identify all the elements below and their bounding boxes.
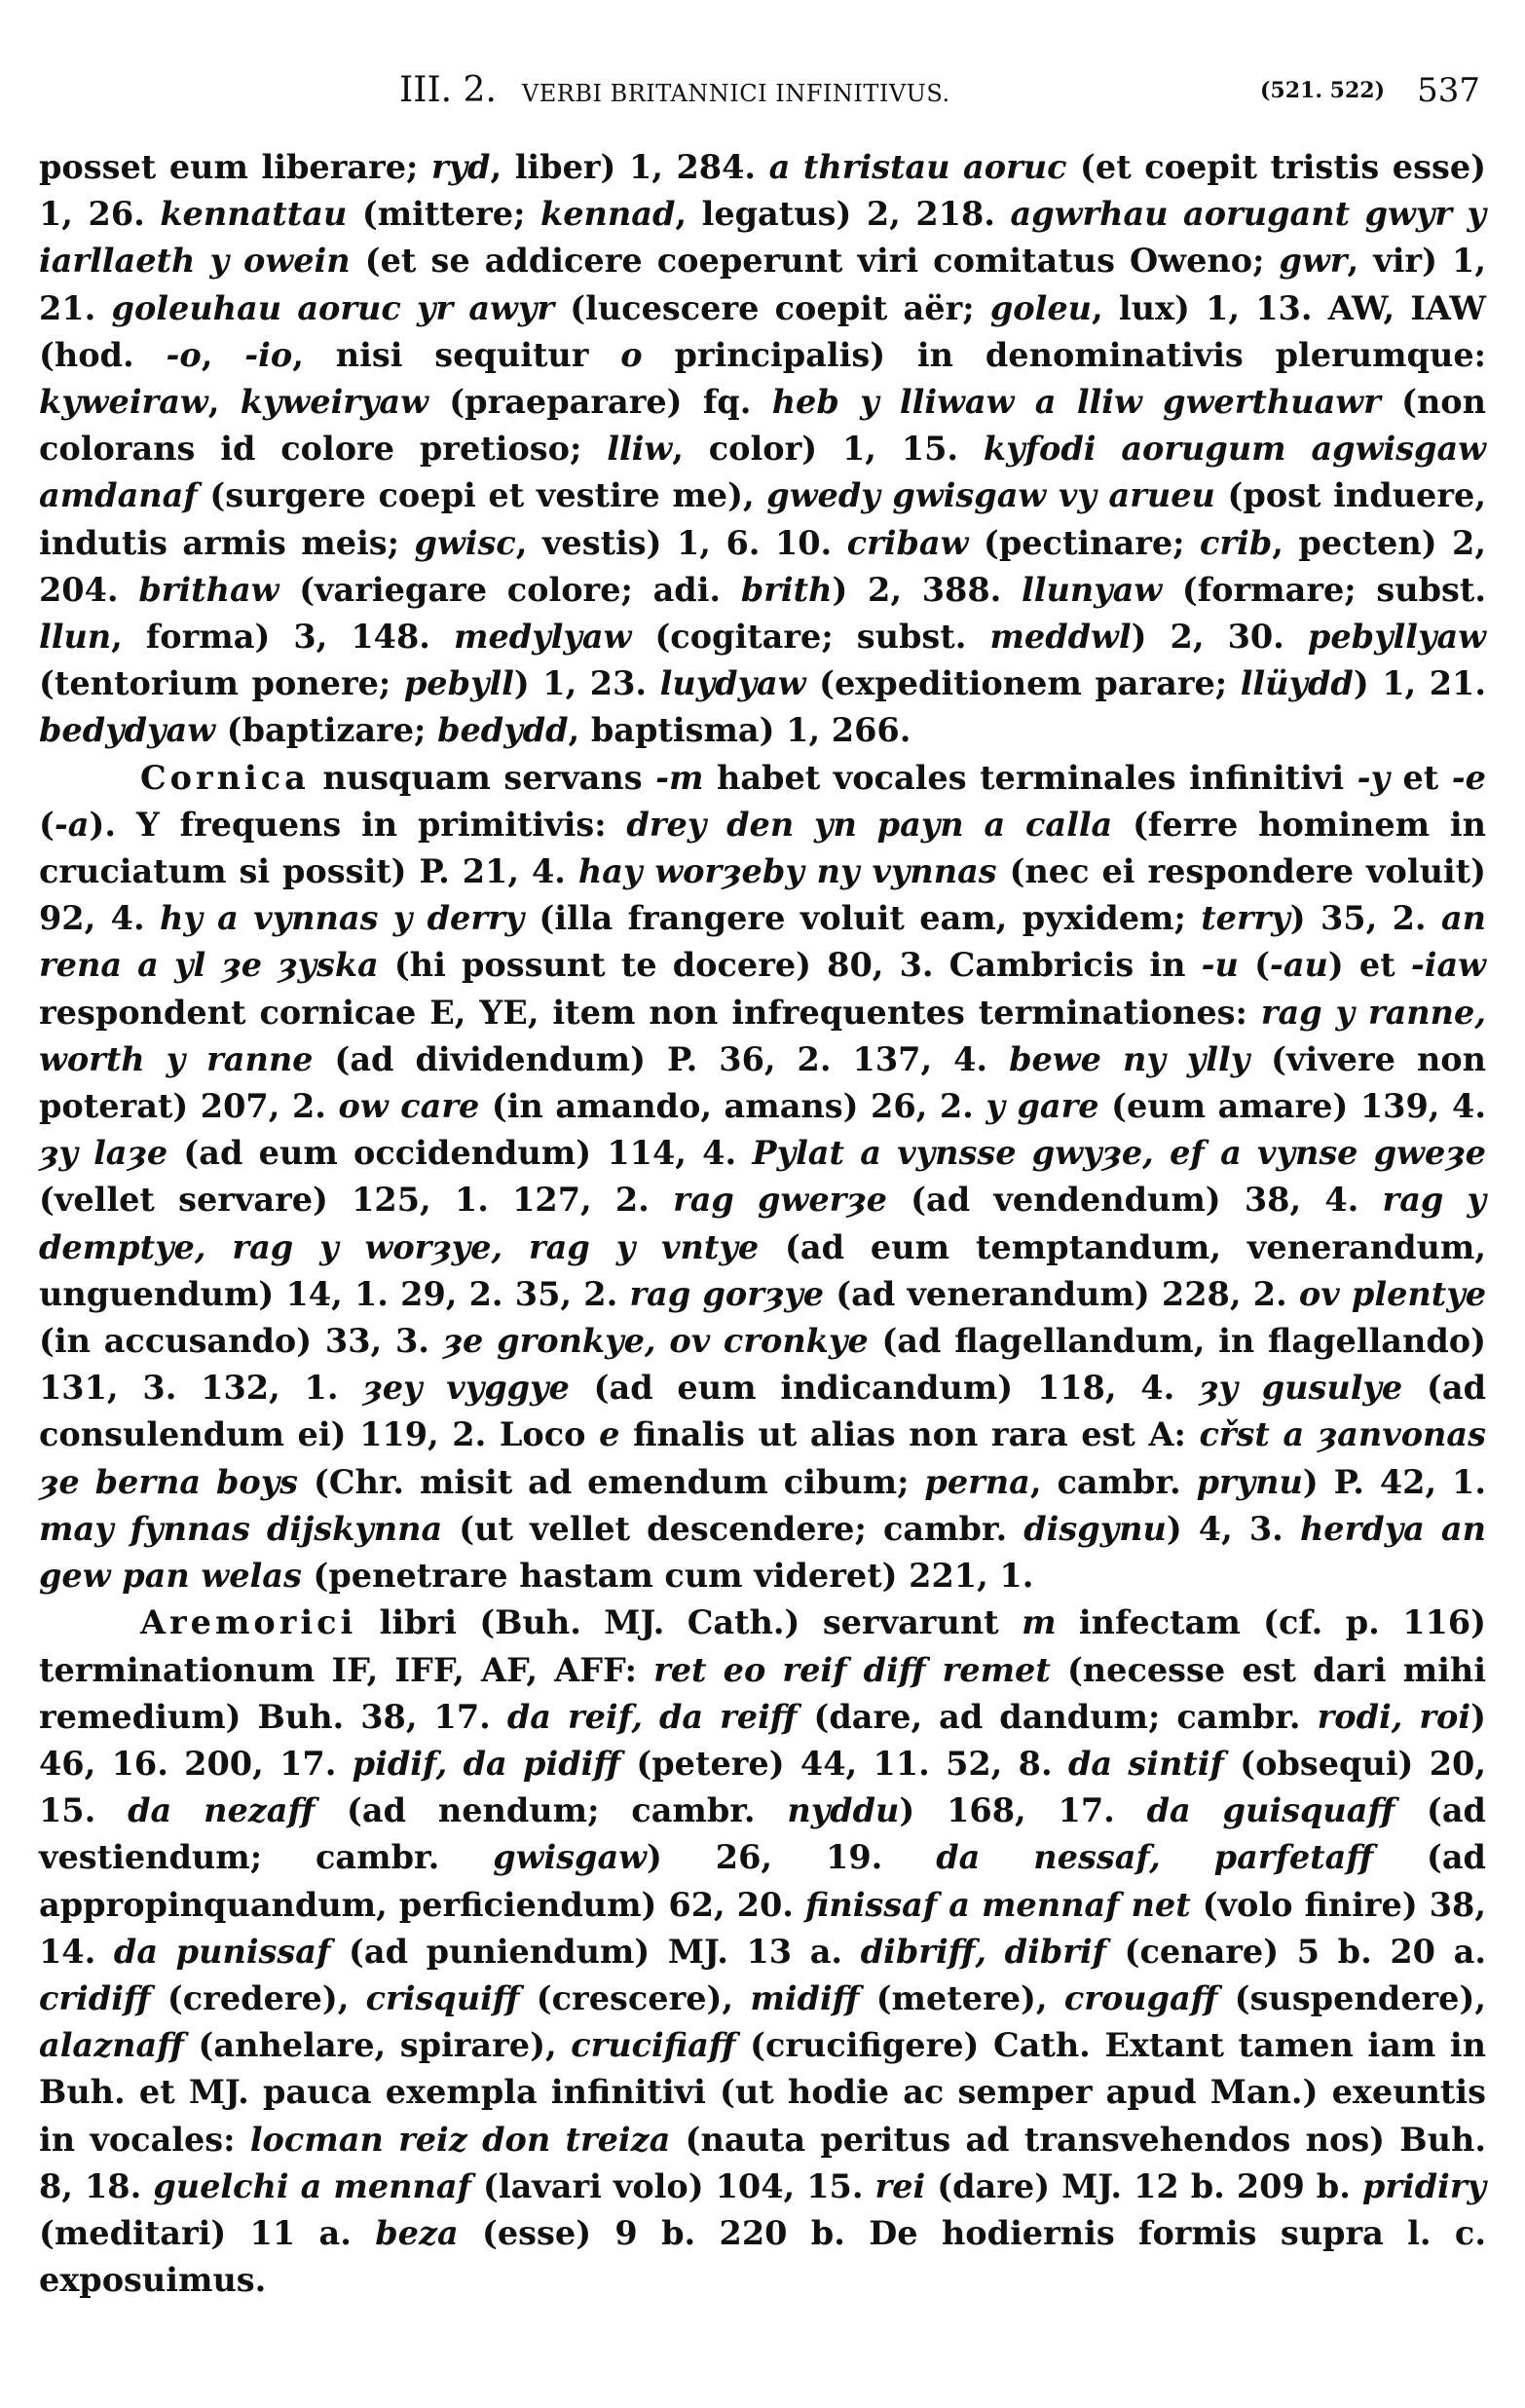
italic-term: pidif, da pidiff (352, 1744, 621, 1783)
text-run: finalis ut alias non rara est A: (619, 1415, 1200, 1454)
text-run: (ad eum occidendum) 114, 4. (167, 1134, 753, 1173)
text-run: (nec ei respondere voluit) 92, 4. (39, 852, 1486, 938)
italic-term: lliw (607, 430, 673, 469)
text-run: (esse) 9 b. 220 b. De hodiernis formis supra l. c. exposuimus. (39, 2213, 1486, 2300)
text-run: nusquam servans (309, 758, 656, 797)
text-run: libri (Buh. MJ. Cath.) servarunt (356, 1603, 1023, 1642)
text-run: , baptisma) 1, 266. (568, 711, 911, 750)
italic-term: nyddu (787, 1791, 900, 1830)
text-run: (ad vestiendum; cambr. (39, 1791, 1486, 1877)
italic-term: midiff (750, 1978, 860, 2017)
text-run: (lavari volo) 104, 15. (470, 2166, 875, 2205)
text-run: (nauta peritus ad transvehendos nos) Buh. 8, 18. (39, 2120, 1486, 2205)
text-run: ( (1238, 946, 1270, 985)
italic-term: e (599, 1415, 620, 1454)
italic-term: disgynu (1023, 1509, 1167, 1548)
italic-term: y gare (986, 1087, 1099, 1126)
text-run: respondent cornicae E, YE, item non infrequentes terminationes: (39, 993, 1261, 1032)
italic-term: rag y demptye, rag y worȝye, rag y vntye (39, 1181, 1487, 1266)
text-run: ) 2, 388. (832, 570, 1023, 609)
italic-term: ryd (430, 148, 491, 186)
italic-term: Pylat a vynsse gwyȝe, ef a vynse gweȝe (752, 1134, 1486, 1173)
italic-term: llüydd (1240, 664, 1354, 703)
text-run: ( (39, 805, 55, 844)
italic-term: da nezaff (128, 1791, 316, 1830)
text-run: (tentorium ponere; (39, 664, 404, 703)
text-run: (et se addicere coeperunt viri comitatus Oweno; (350, 242, 1280, 281)
text-run: (ad venerandum) 228, 2. (824, 1274, 1299, 1313)
italic-term: -iaw (1410, 946, 1486, 985)
italic-term: medylyaw (454, 618, 632, 657)
italic-term: da guisquaff (1146, 1791, 1395, 1830)
italic-term: rag gwerȝe (673, 1181, 887, 1220)
italic-term: ret eo reif diff remet (653, 1650, 1051, 1689)
text-run: posset eum liberare; (39, 148, 431, 186)
italic-term: gwedy gwisgaw vy arueu (766, 476, 1215, 515)
italic-term: kyweiryaw (240, 383, 428, 422)
text-run: (anhelare, spirare), (183, 2026, 572, 2065)
italic-term: terry (1201, 899, 1290, 938)
italic-term: dibriff, dibrif (860, 1932, 1107, 1971)
italic-term: agwrhau aorugant gwyr y iarllaeth y owein (39, 195, 1486, 281)
section-numbers: (521. 522) (1260, 78, 1385, 103)
text-run: ) 1, 21. (1353, 664, 1486, 703)
italic-term: da sintif (1067, 1744, 1224, 1783)
italic-term: gwisc (414, 523, 516, 562)
italic-term: herdya an gew pan welas (39, 1509, 1486, 1596)
italic-term: finissaf a mennaf net (804, 1885, 1191, 1924)
italic-term: prynu (1196, 1462, 1303, 1501)
text-run: (expeditionem parare; (805, 664, 1241, 703)
text-run: habet vocales terminales infinitivi (703, 758, 1358, 797)
text-run: (ad vendendum) 38, 4. (886, 1181, 1383, 1220)
text-run: ) 4, 3. (1166, 1509, 1300, 1548)
italic-term: bedydyaw (39, 711, 216, 750)
text-run: ). Y frequens in primitivis: (89, 805, 627, 844)
text-run: (obsequi) 20, 15. (39, 1744, 1486, 1830)
text-run: (ad eum temptandum, venerandum, unguendum) 14, 1. 29, 2. 35, 2. (39, 1227, 1486, 1313)
italic-term: luydyaw (659, 664, 806, 703)
text-run: (suspendere), (1217, 1978, 1486, 2017)
italic-term: llun (39, 618, 112, 657)
text-run: (Chr. misit ad emendum cibum; (298, 1462, 925, 1501)
italic-term: drey den yn payn a calla (626, 805, 1113, 844)
text-run: , (207, 383, 241, 422)
text-run: (in amando, amans) 26, 2. (479, 1087, 986, 1126)
text-run: (petere) 44, 11. 52, 8. (620, 1744, 1068, 1783)
paragraph-breton (39, 1599, 1486, 2304)
italic-term: hay worȝeby ny vynnas (577, 852, 997, 891)
text-run: , legatus) 2, 218. (675, 195, 1011, 234)
italic-term: brithaw (138, 570, 279, 609)
text-run: (variegare colore; adi. (279, 570, 741, 609)
italic-term: ow care (338, 1087, 480, 1126)
text-run: , color) 1, 15. (672, 430, 984, 469)
italic-term: heb y lliwaw a lliw gwerthuawr (771, 383, 1381, 422)
italic-term: da reif, da reiff (506, 1697, 798, 1736)
text-run: (ferre hominem in cruciatum si possit) P. 21, 4. (39, 805, 1486, 891)
text-run: (ad puniendum) MJ. 13 a. (330, 1932, 861, 1971)
text-run: ) P. 42, 1. (1302, 1462, 1487, 1501)
text-run: (penetrare hastam cum videret) 221, 1. (301, 1557, 1034, 1596)
text-run: , nisi sequitur (292, 335, 621, 374)
italic-term: ȝy laȝe (39, 1134, 168, 1173)
text-run: (illa frangere voluit eam, pyxidem; (524, 899, 1202, 938)
paragraph-cornish (39, 755, 1486, 1600)
italic-term: beza (375, 2213, 459, 2252)
text-run: (post induere, indutis armis meis; (39, 476, 1486, 562)
header-title-group (399, 66, 950, 118)
text-run: (surgere coepi et vestire me), (197, 476, 767, 515)
italic-term: ȝey vyggye (362, 1369, 570, 1408)
italic-term: da punissaf (113, 1932, 331, 1971)
text-run: (volo finire) 38, 14. (39, 1885, 1486, 1971)
italic-term: pebyllyaw (1307, 618, 1486, 657)
text-run: (baptizare; (215, 711, 438, 750)
italic-term: pridiry (1361, 2166, 1486, 2205)
text-run: (non colorans id colore pretioso; (39, 383, 1486, 469)
text-run: , vestis) 1, 6. 10. (515, 523, 847, 562)
text-run: (ad appropinquandum, perficiendum) 62, 20. (39, 1838, 1486, 1924)
text-run: (dare) MJ. 12 b. 209 b. (925, 2166, 1362, 2205)
text-run: infectam (cf. p. 116) terminationum IF, IFF, AF, AFF: (39, 1603, 1486, 1689)
text-run: (ad dividendum) P. 36, 2. 137, 4. (313, 1039, 1010, 1078)
italic-term: meddwl (989, 618, 1132, 657)
text-run: (cenare) 5 b. 20 a. (1106, 1932, 1486, 1971)
text-run: (credere), (150, 1978, 366, 2017)
text-run: (metere), (859, 1978, 1064, 2017)
italic-term: brith (740, 570, 833, 609)
text-run: , (201, 335, 245, 374)
paragraph-welsh (39, 144, 1486, 755)
text-run: (vellet servare) 125, 1. 127, 2. (39, 1181, 674, 1220)
text-run: ) 35, 2. (1289, 899, 1441, 938)
running-header (39, 66, 1486, 115)
italic-term: a thristau aoruc (768, 148, 1067, 186)
chapter-number: III. 2. (399, 70, 497, 110)
italic-term: crougaff (1063, 1978, 1218, 2017)
italic-term: rag gorȝye (629, 1274, 825, 1313)
italic-term: ȝy gusulye (1199, 1369, 1403, 1408)
text-run: (ut vellet descendere; cambr. (442, 1509, 1024, 1548)
italic-term: kennad (540, 195, 676, 234)
italic-term: goleuhau aoruc yr awyr (111, 288, 555, 327)
italic-term: -u (1201, 946, 1239, 985)
text-run: (in accusando) 33, 3. (39, 1322, 443, 1361)
text-run: , liber) 1, 284. (490, 148, 769, 186)
text-run: (et coepit tristis esse) 1, 26. (39, 148, 1486, 234)
body-text (39, 144, 1486, 2304)
italic-term: ȝe gronkye, ov cronkye (442, 1322, 869, 1361)
italic-term: -o (166, 335, 202, 374)
text-run: principalis) in denominativis plerumque: (642, 335, 1487, 374)
italic-term: m (1022, 1603, 1057, 1642)
spaced-heading-word: Aremorici (140, 1603, 357, 1642)
italic-term: cribaw (846, 523, 969, 562)
italic-term: -a (54, 805, 90, 844)
text-run: (ad nendum; cambr. (315, 1791, 788, 1830)
italic-term: llunyaw (1022, 570, 1163, 609)
italic-term: -io (244, 335, 293, 374)
text-run: ) 26, 19. (647, 1838, 937, 1877)
italic-term: may fynnas dijskynna (39, 1509, 443, 1548)
text-run: ) 168, 17. (899, 1791, 1147, 1830)
text-run: (praeparare) fq. (428, 383, 772, 422)
running-title: VERBI BRITANNICI INFINITIVUS. (521, 80, 950, 107)
text-run: , cambr. (1029, 1462, 1197, 1501)
italic-term: -au (1269, 946, 1328, 985)
italic-term: rag y ranne, worth y ranne (39, 993, 1486, 1078)
text-run: , pecten) 2, 204. (39, 523, 1487, 609)
text-run: ) 46, 16. 200, 17. (39, 1697, 1486, 1783)
italic-term: cridiff (39, 1978, 151, 2017)
italic-term: cřst a ȝanvonas ȝe berna boys (39, 1415, 1486, 1501)
text-run: (ad flagellandum, in flagellando) 131, 3. 132, 1. (39, 1322, 1486, 1408)
text-run: ) 2, 30. (1131, 618, 1308, 657)
italic-term: -m (655, 758, 704, 797)
text-run: , vir) 1, 21. (39, 242, 1486, 327)
text-run: ) 1, 23. (513, 664, 660, 703)
italic-term: bedydd (437, 711, 569, 750)
italic-term: guelchi a mennaf (153, 2166, 471, 2205)
italic-term: rodi, roi (1317, 1697, 1471, 1736)
italic-term: o (620, 335, 643, 374)
text-run: et (1389, 758, 1452, 797)
italic-term: rei (874, 2166, 926, 2205)
text-run: (mittere; (347, 195, 541, 234)
spaced-heading-word: Cornica (140, 758, 310, 797)
text-run: (vivere non poterat) 207, 2. (39, 1039, 1487, 1126)
italic-term: alaznaff (39, 2026, 184, 2065)
italic-term: kyfodi aorugum agwisgaw amdanaf (39, 430, 1486, 515)
italic-term: bewe ny ylly (1009, 1039, 1250, 1078)
page-number: 537 (1417, 71, 1480, 110)
text-run: (crescere), (519, 1978, 751, 2017)
italic-term: kyweiraw (39, 383, 208, 422)
italic-term: ov plentye (1298, 1274, 1487, 1313)
italic-term: gwr (1279, 242, 1348, 281)
italic-term: perna (924, 1462, 1030, 1501)
text-run: (ad consulendum ei) 119, 2. Loco (39, 1369, 1487, 1454)
italic-term: gwisgaw (493, 1838, 648, 1877)
text-run: (necesse est dari mihi remedium) Buh. 38, 17. (39, 1650, 1486, 1736)
italic-term: pebyll (403, 664, 514, 703)
italic-term: -e (1451, 758, 1486, 797)
text-run: (ad eum indicandum) 118, 4. (569, 1369, 1200, 1408)
italic-term: goleu (989, 288, 1092, 327)
text-run: (eum amare) 139, 4. (1098, 1087, 1486, 1126)
italic-term: -y (1357, 758, 1390, 797)
italic-term: an rena a yl ȝe ȝyska (39, 899, 1487, 985)
text-run: , forma) 3, 148. (111, 618, 455, 657)
text-run: ) et (1327, 946, 1411, 985)
italic-term: da nessaf, parfetaff (936, 1838, 1374, 1877)
italic-term: kennattau (160, 195, 348, 234)
italic-term: crisquiff (365, 1978, 520, 2017)
text-run: (dare, ad dandum; cambr. (797, 1697, 1318, 1736)
text-run: , lux) 1, 13. AW, IAW (hod. (39, 288, 1486, 374)
italic-term: crib (1200, 523, 1273, 562)
text-run: (pectinare; (968, 523, 1201, 562)
italic-term: locman reiz don treiza (249, 2120, 671, 2159)
text-run: (hi possunt te docere) 80, 3. Cambricis in (378, 946, 1202, 985)
text-run: (crucifigere) Cath. Extant tamen iam in Buh. et MJ. pauca exempla infinitivi (ut hodie ac semper apud Man.) exeuntis in vocales: (39, 2026, 1486, 2159)
text-run: (lucescere coepit aër; (554, 288, 990, 327)
text-run: (cogitare; subst. (631, 618, 990, 657)
text-run: (meditari) 11 a. (39, 2213, 376, 2252)
text-run: (formare; subst. (1162, 570, 1487, 609)
italic-term: hy a vynnas y derry (159, 899, 525, 938)
italic-term: crucifiaff (571, 2026, 736, 2065)
